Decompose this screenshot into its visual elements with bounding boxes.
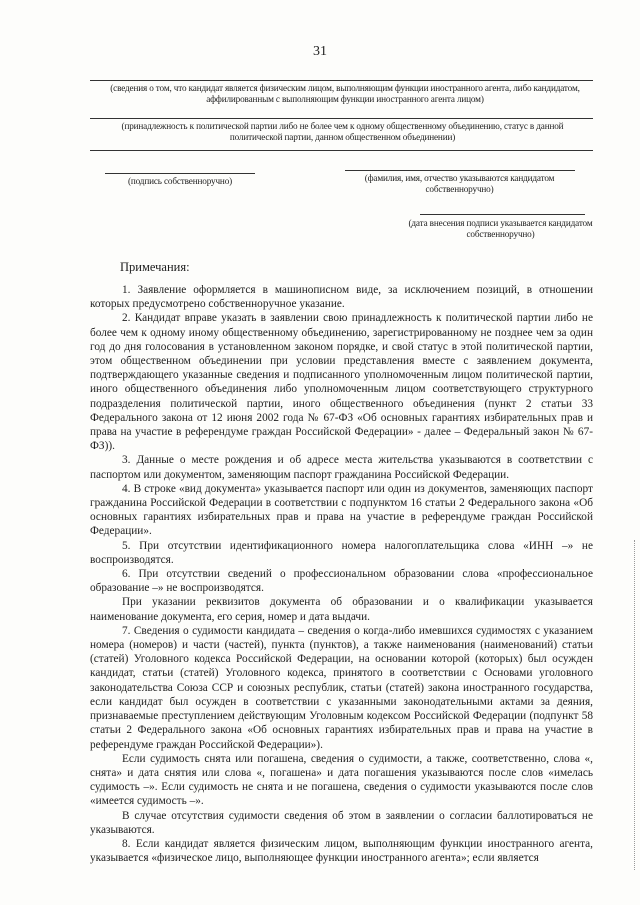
scan-edge-artifact (634, 540, 636, 870)
page-number: 31 (313, 44, 327, 59)
note-paragraph: 4. В строке «вид документа» указывается паспорт или один из документов, заменяющих паспорт гражданина Российской Федерации в соответствии с подпунктом 16 статьи 2 Федерального закона «Об основных гарантиях избирательных прав и права на участие в референдуме граждан Российской Федерации». (90, 482, 593, 538)
party-line (90, 118, 593, 119)
note-paragraph: 3. Данные о месте рождения и об адресе места жительства указываются в соответствии с паспортом или документом, заменяющим паспорт гражданина Российской Федерации. (90, 454, 593, 481)
foreign-agent-caption: (сведения о том, что кандидат является физическим лицом, выполняющим функции иностранного агента, либо кандидатом, аффилированным с выполняющим функции иностранного агента лицом) (110, 83, 580, 104)
note-paragraph: 8. Если кандидат является физическим лицом, выполняющим функции иностранного агента, указывается «физическое лицо, выполняющее функции иностранного агента»; если является (90, 837, 593, 865)
note-paragraph: В случае отсутствия судимости сведения об этом в заявлении о согласии баллотироваться не указываются. (90, 809, 593, 836)
signature-line (105, 173, 255, 174)
note-paragraph: Если судимость снята или погашена, сведения о судимости, а также, соответственно, слова «, снята» и дата снятия или слова «, погашена» и дата погашения указываются после слов «имелась судимость –». Если судимость не снята и не погашена, сведения о судимости указываются после слов «имеется судимость –». (90, 752, 593, 808)
notes-heading: Примечания: (120, 260, 190, 274)
note-paragraph: 5. При отсутствии идентификационного номера налогоплательщика слова «ИНН –» не воспроизводятся. (90, 539, 593, 566)
party-caption: (принадлежность к политической партии либо не более чем к одному общественному объединению, статус в данной политической партии, данном общественном объединении) (121, 121, 564, 142)
date-caption: (дата внесения подписи указывается кандидатом собственноручно) (408, 218, 593, 239)
note-paragraph: 7. Сведения о судимости кандидата – сведения о когда-либо имевшихся судимостях с указанием номера (номеров) и части (частей), пункта (пунктов), а также наименования (наименований) статьи (статей) Уголовного кодекса Российской Федерации, на основании которой (которых) был осужден кандидат, статьи (статей) Уголовного кодекса, принятого в соответствии с Основами уголовного законодательства Союза ССР и союзных республик, статьи (статей) закона иностранного государства, если кандидат был осужден в соответствии с указанными законодательными актами за деяния, признаваемые преступлением действующим Уголовным кодексом Российской Федерации (подпункт 58 статьи 2 Федерального закона «Об основных гарантиях избирательных прав и права на участие в референдуме граждан Российской Федерации»). (90, 624, 593, 751)
note-paragraph: При указании реквизитов документа об образовании и о квалификации указывается наименование документа, его серия, номер и дата выдачи. (90, 596, 593, 623)
foreign-agent-line (90, 80, 593, 81)
note-paragraph: 6. При отсутствии сведений о профессиональном образовании слова «профессиональное образование –» не воспроизводятся. (90, 568, 593, 595)
notes-body (90, 283, 593, 865)
signature-caption: (подпись собственноручно) (127, 176, 233, 186)
note-paragraph: 2. Кандидат вправе указать в заявлении свою принадлежность к политической партии либо не более чем к одному иному общественному объединению, зарегистрированному не позднее чем за один год до дня голосования в установленном законом порядке, и свой статус в этой политической партии, этом общественном объединении при условии представления вместе с заявлением документа, подтверждающего указанные сведения и подписанного уполномоченным лицом политической партии, иного общественного объединения либо уполномоченным лицом соответствующего структурного подразделения политической партии, иного общественного объединения (пункт 2 статьи 33 Федерального закона от 12 июня 2002 года № 67-ФЗ «Об основных гарантиях избирательных прав и права на участие в референдуме граждан Российской Федерации» - далее – Федеральный закон № 67-ФЗ)). (90, 312, 593, 453)
full-name-line (345, 170, 575, 171)
note-paragraph: 1. Заявление оформляется в машинописном виде, за исключением позиций, в отношении которых предусмотрено собственноручное указание. (90, 284, 593, 311)
full-name-caption: (фамилия, имя, отчество указываются кандидатом собственноручно) (364, 173, 555, 194)
party-extra-line (90, 150, 593, 151)
date-line (420, 214, 585, 215)
